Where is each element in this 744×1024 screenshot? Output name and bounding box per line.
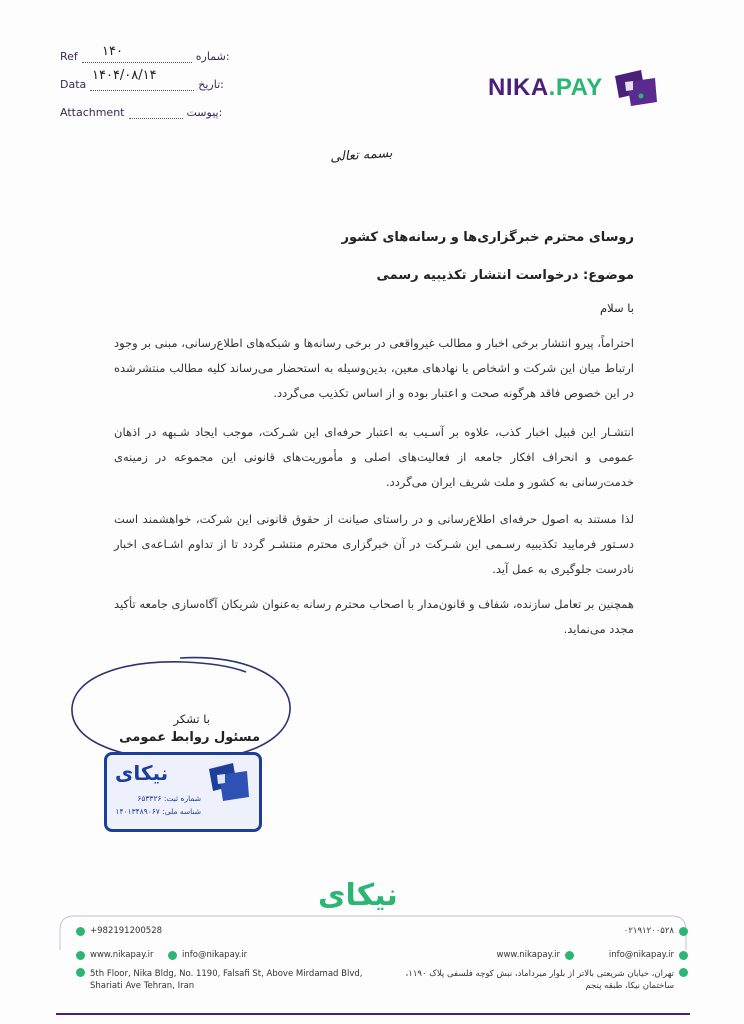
invocation: بسمه تعالی <box>329 145 393 166</box>
stamp-logo-icon <box>205 761 251 803</box>
attachment-label: Attachment <box>60 106 125 119</box>
mail-icon <box>168 951 177 960</box>
footer-phone-en-text: +982191200528 <box>90 926 163 936</box>
globe-icon-fa <box>565 951 574 960</box>
stamp-brand: نیکای <box>115 761 169 785</box>
paragraph-3: لذا مستند به اصول حرفه‌ای اطلاع‌رسانی و در راستای صیانت از حقوق قانونی این شرکت، خواهشمند است دسـتور فرمایید تکذیبیه رسـمی این شـرکت در آن خبرگزاری محترم منتشـر گردد تا از تداوم اشـاعه‌ی اخبار نادرست جلوگیری به عمل آید. <box>114 512 634 576</box>
paragraph-2: انتشـار این قبیل اخبار کذب، علاوه بر آسـیب به اعتبار حرفه‌ای این شـرکت، موجب ایجاد شـبهه در اذهان عمومی و انحراف افکار جامعه از فعالیت‌های اصلی و مأموریت‌های قانونی این مجموعه در زمینه‌ی خدمت‌رسانی به کشور و ملت شریف ایران می‌گردد. <box>114 425 634 489</box>
ref-label-fa: شماره: <box>195 50 230 63</box>
footer-email-fa[interactable] <box>609 950 688 960</box>
footer-web-fa-text[interactable]: www.nikapay.ir <box>496 950 560 960</box>
footer-phone-fa <box>624 926 688 936</box>
company-stamp <box>104 752 262 832</box>
paragraph-4: همچنین بر تعامل سازنده، شفاف و قانون‌مدار با اصحاب محترم رسانه به‌عنوان شریکان آگاه‌سازی جامعه تأکید مجدد می‌نماید. <box>114 597 634 636</box>
stamp-reg-label: شماره ثبت: <box>163 794 201 803</box>
footer-email-fa-text[interactable]: info@nikapay.ir <box>608 950 674 960</box>
footer-web-fa[interactable] <box>497 950 575 960</box>
phone-icon-fa <box>679 927 688 936</box>
mail-icon-fa <box>679 951 688 960</box>
greeting: با سلام <box>600 301 634 315</box>
footer-phone-fa-text: ۰۲۱۹۱۲۰۰۵۲۸ <box>623 926 674 936</box>
subject: موضوع: درخواست انتشار تکذیبیه رسمی <box>376 268 634 283</box>
nikapay-logo: NIKA.PAY <box>488 68 659 108</box>
closing: با تشکر <box>173 712 210 726</box>
addressee: روسای محترم خبرگزاری‌ها و رسانه‌های کشور <box>341 230 634 245</box>
date-value: ۱۴۰۴/۰۸/۱۴ <box>92 68 157 83</box>
ref-row <box>60 44 230 63</box>
logo-text-pay: PAY <box>555 74 603 101</box>
stamp-national-id <box>115 806 201 817</box>
footer-web-en[interactable] <box>76 950 154 960</box>
footer-address-fa-text: تهران، خیابان شریعتی بالاتر از بلوار میرداماد، نبش کوچه فلسفی پلاک ۱۱۹۰، ساختمان نیکا، طبقه پنجم <box>405 969 674 991</box>
phone-icon <box>76 927 85 936</box>
footer-email-en-text[interactable]: info@nikapay.ir <box>182 950 248 960</box>
footer-brand: نیکای <box>318 878 398 913</box>
footer-address-en-text: 5th Floor, Nika Bldg, No. 1190, Falsafi St, Above Mirdamad Blvd, Shariati Ave Tehran, Iran <box>90 969 363 991</box>
location-icon-fa <box>679 968 688 977</box>
globe-icon <box>76 951 85 960</box>
stamp-registration <box>137 793 201 804</box>
stamp-reg-value: ۶۵۳۳۲۶ <box>137 794 162 803</box>
date-label-fa: تاریخ: <box>198 78 224 91</box>
location-icon <box>76 968 85 977</box>
stamp-id-value: ۱۴۰۱۳۴۸۹۰۶۷ <box>115 807 160 816</box>
ref-value: ۱۴۰ <box>102 44 123 59</box>
ref-label: Ref <box>60 50 78 63</box>
footer-email-en[interactable] <box>168 950 247 960</box>
footer-web-en-text[interactable]: www.nikapay.ir <box>90 950 154 960</box>
date-label: Data <box>60 78 87 91</box>
paragraph-1: احتراماً، پیرو انتشار برخی اخبار و مطالب غیرواقعی در برخی رسانه‌ها و شبکه‌های اطلاع‌رسانی، مبنی بر وجود ارتباط میان این شرکت و اشخاص یا نهادهای معین، بدین‌وسیله به استحضار می‌رساند کلیه مطالب منتشرشده در این خصوص فاقد هرگونه صحت و اعتبار بوده و از اساس تکذیب می‌گردد. <box>114 336 634 400</box>
signatory: مسئول روابط عمومی <box>119 730 260 745</box>
nikapay-logo-icon <box>611 68 659 108</box>
footer-address-fa <box>398 968 688 992</box>
attachment-label-fa: پیوست: <box>186 106 223 119</box>
attachment-row <box>60 106 222 119</box>
stamp-id-label: شناسه ملی: <box>162 807 201 816</box>
date-row <box>60 68 224 91</box>
footer-address-en <box>76 968 376 992</box>
logo-text-nika: NIKA <box>488 74 549 101</box>
footer-phone-en <box>76 926 162 936</box>
